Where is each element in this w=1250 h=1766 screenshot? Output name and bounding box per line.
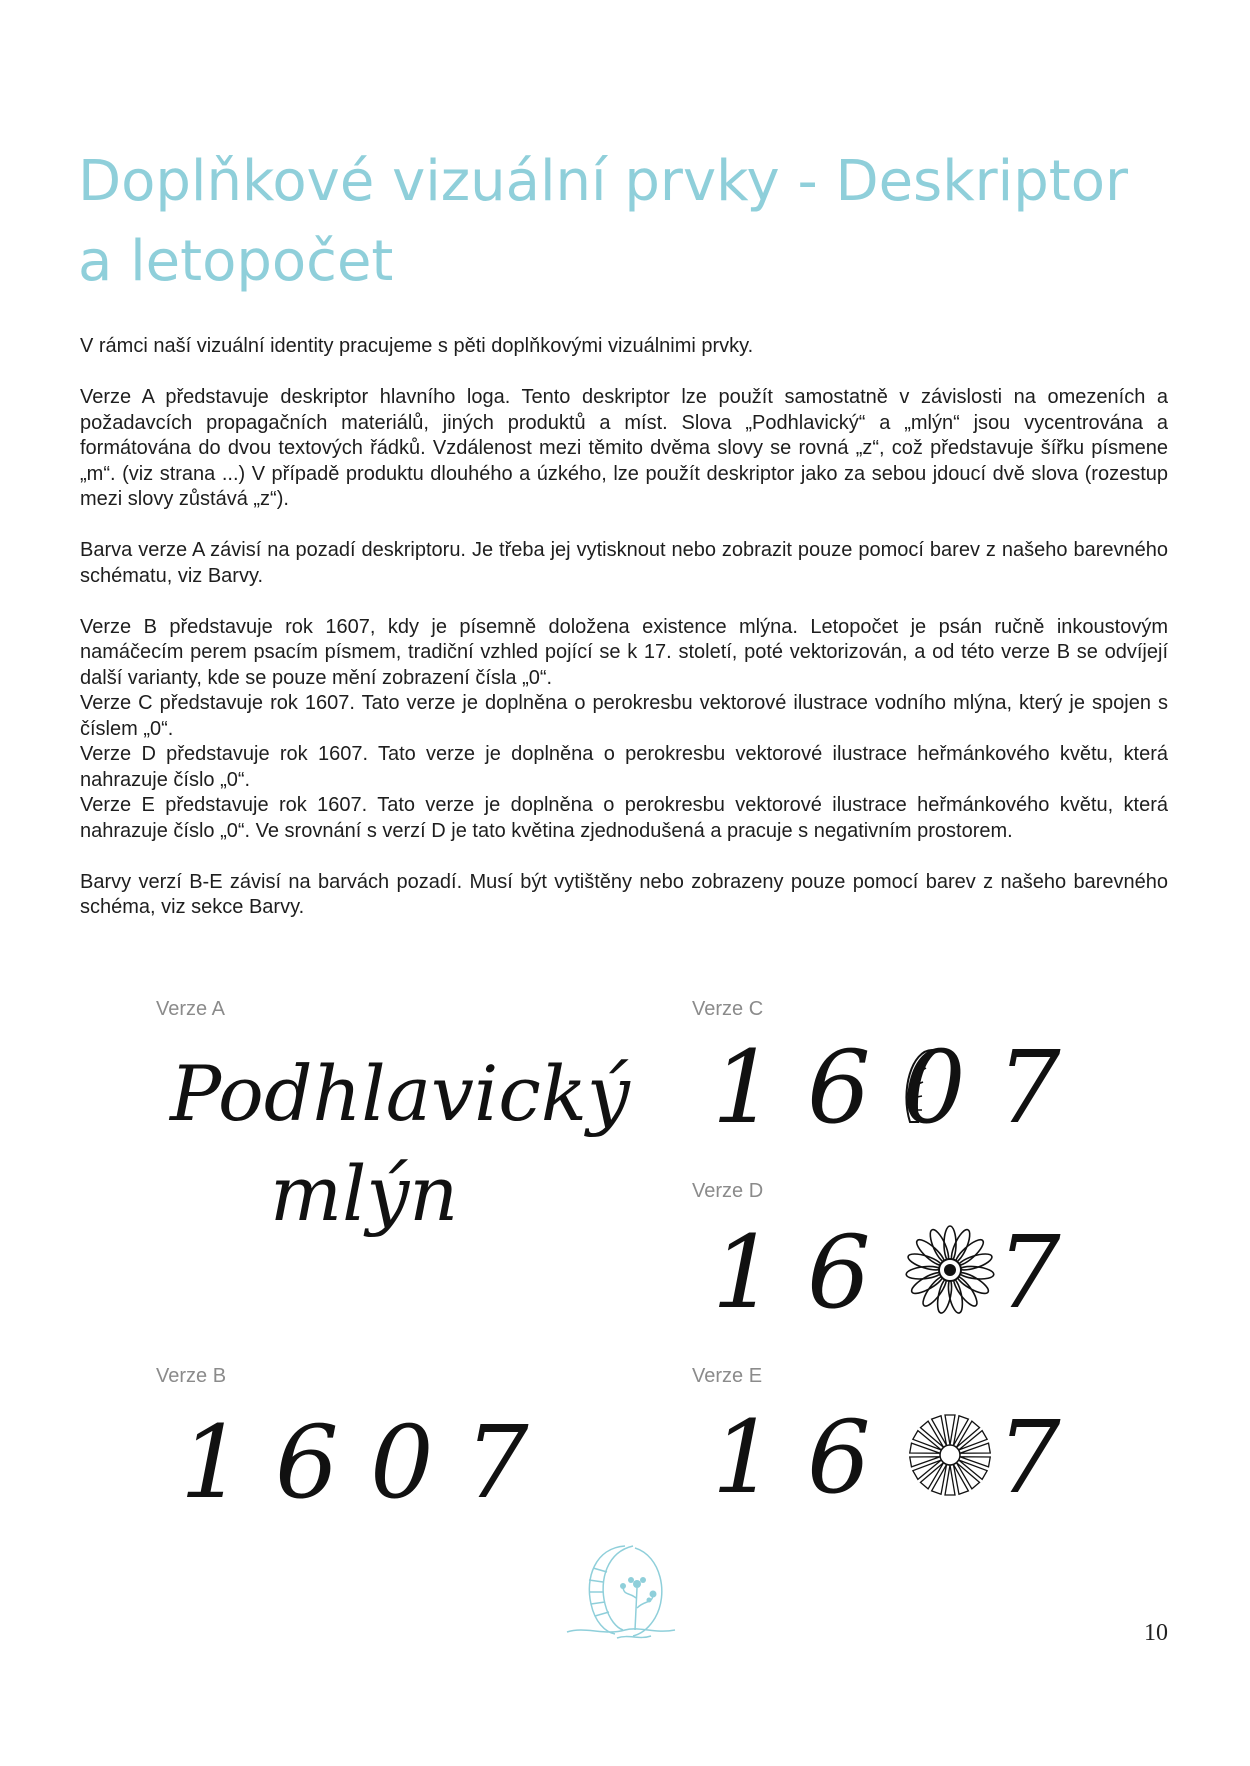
- year-b-digit-1: 1: [180, 1404, 244, 1521]
- page-title-line-2: a letopočet: [78, 229, 394, 294]
- page-number: 10: [1144, 1620, 1168, 1646]
- year-b-digit-0: 0: [370, 1404, 434, 1521]
- year-e-digit-7: 7: [997, 1399, 1061, 1516]
- year-b-digit-7: 7: [465, 1404, 529, 1521]
- paragraph-verze-d: Verze D představuje rok 1607. Tato verze je doplněna o perokresbu vektorové ilustrace heřmánkového květu, která nahrazuje číslo „0“.: [80, 743, 1168, 791]
- year-b-digit-6: 6: [275, 1404, 339, 1521]
- page-title: [78, 142, 1178, 302]
- year-verze-c: [712, 1029, 1092, 1146]
- chamomile-flower-icon: [906, 1226, 995, 1314]
- year-c-digit-1: 1: [712, 1029, 776, 1146]
- year-e-digit-6: 6: [807, 1399, 871, 1516]
- paragraph-verze-e: Verze E představuje rok 1607. Tato verze je doplněna o perokresbu vektorové ilustrace heřmánkového květu, která nahrazuje číslo „0“. Ve srovnání s verzí D je tato květina zjednodušená a pracuje s negativním prostorem.: [80, 794, 1168, 842]
- year-verze-d: [712, 1214, 1092, 1331]
- simplified-chamomile-flower-icon: [910, 1415, 991, 1495]
- paragraph-intro: V rámci naší vizuální identity pracujeme s pěti doplňkovými vizuálnimi prvky.: [80, 335, 754, 357]
- year-c-digit-7: 7: [997, 1029, 1061, 1146]
- footer-mill-logo-icon: [565, 1538, 685, 1653]
- year-d-digit-7: 7: [997, 1214, 1061, 1331]
- label-verze-d: Verze D: [692, 1180, 764, 1202]
- year-e-digit-1: 1: [712, 1399, 776, 1516]
- paragraph-verze-c: Verze C představuje rok 1607. Tato verze je doplněna o perokresbu vektorové ilustrace vodního mlýna, který je spojen s číslem „0“.: [80, 692, 1168, 740]
- label-verze-e: Verze E: [692, 1365, 763, 1387]
- paragraph-barvy-b-e: Barvy verzí B-E závisí na barvách pozadí. Musí být vytištěny nebo zobrazeny pouze pomocí barev z našeho barevného schéma, viz sekce Barvy.: [80, 870, 1168, 918]
- paragraph-barva-a: Barva verze A závisí na pozadí deskriptoru. Je třeba jej vytisknout nebo zobrazit pouze pomocí barev z našeho barevného schématu, viz Barvy.: [80, 539, 1168, 587]
- year-c-digit-6: 6: [807, 1029, 871, 1146]
- descriptor-word-podhlavicky: Podhlavický: [170, 1049, 630, 1138]
- label-verze-c: Verze C: [692, 998, 764, 1020]
- year-d-digit-6: 6: [807, 1214, 871, 1331]
- descriptor-word-mlyn: mlýn: [270, 1149, 459, 1238]
- label-verze-a: Verze A: [156, 998, 225, 1020]
- page-title-line-1: Doplňkové vizuální prvky - Deskriptor: [78, 149, 1129, 214]
- year-c-digit-0: 0: [902, 1029, 966, 1146]
- paragraph-verze-b: Verze B představuje rok 1607, kdy je písemně doložena existence mlýna. Letopočet je psán ručně inkoustovým namáčecím perem psacím písmem, tradiční vzhled pojící se k 17. století, poté vektorizován, a od této verze B se odvíjejí další varianty, kde se pouze mění zobrazení čísla „0“.: [80, 615, 1168, 689]
- year-verze-e: [712, 1399, 1092, 1516]
- paragraph-verze-a: Verze A představuje deskriptor hlavního loga. Tento deskriptor lze použít samostatně v závislosti na omezeních a požadavcích propagačních materiálů, jiných produktů a míst. Slova „Podhlavický“ a „mlýn“ jsou vycentrována a formátována do dvou textových řádků. Vzdálenost mezi těmito dvěma slovy se rovná „z“, což představuje šířku písmene „m“. (viz strana ...) V případě produktu dlouhého a úzkého, lze použít deskriptor jako za sebou jdoucí dvě slova (rozestup mezi slovy zůstává „z“).: [80, 386, 1168, 510]
- year-d-digit-1: 1: [712, 1214, 776, 1331]
- label-verze-b: Verze B: [156, 1365, 227, 1387]
- body-text: [80, 334, 1168, 946]
- descriptor-verze-a: [160, 1030, 630, 1250]
- year-verze-b: [180, 1404, 560, 1521]
